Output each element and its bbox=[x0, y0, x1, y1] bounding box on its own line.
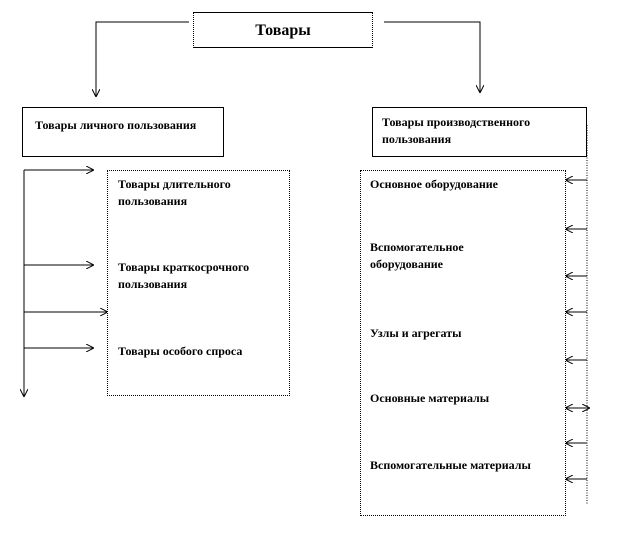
root-label: Товары bbox=[255, 22, 311, 39]
personal-category-title: Товары личного пользования bbox=[35, 118, 197, 132]
industrial-category-box bbox=[372, 107, 587, 157]
industrial-item-1: Основное оборудование bbox=[370, 177, 499, 191]
industrial-item-2: Вспомогательное оборудование bbox=[370, 240, 464, 271]
industrial-item-3: Узлы и агрегаты bbox=[370, 326, 462, 340]
root-to-personal-connector bbox=[96, 22, 189, 96]
industrial-item-5: Вспомогательные материалы bbox=[370, 458, 531, 472]
industrial-category-title: Товары производственного пользования bbox=[382, 115, 531, 146]
industrial-items-box bbox=[360, 170, 566, 516]
personal-item-3: Товары особого спроса bbox=[118, 344, 243, 358]
root-node bbox=[193, 12, 373, 48]
personal-item-2: Товары краткосрочного пользования bbox=[118, 260, 250, 291]
personal-item-1: Товары длительного пользования bbox=[118, 177, 231, 208]
industrial-item-4: Основные материалы bbox=[370, 391, 490, 405]
personal-items-box bbox=[107, 170, 290, 396]
root-to-industrial-connector bbox=[384, 22, 480, 92]
personal-category-box bbox=[22, 107, 224, 157]
